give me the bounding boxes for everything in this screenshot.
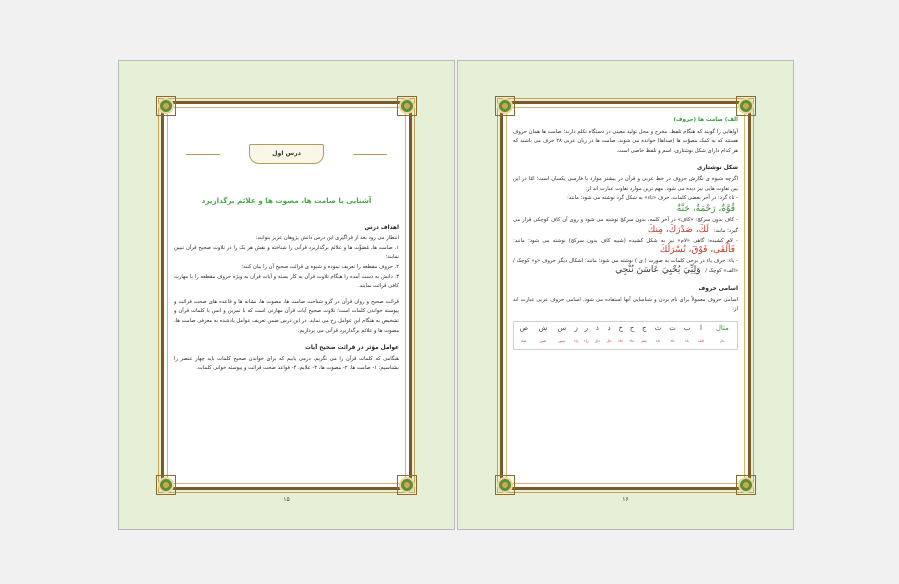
ornament-corner-icon [156,475,176,495]
objectives-intro: انتظار می رود بعد از فراگیری این درس دانش پژوهان عزیز بتوانند: [255,235,399,242]
lam-rule: - لام کشیده: گاهی «لام» نیز به شکل کشیده (شبیه کاف بدون سرکج) نوشته می شود؛ مانند: فَأَلْقَى، فَوْقَ، نُسْرَلَكَ [513,237,738,256]
writing-heading: شکل نوشتاری [697,165,738,172]
ta-rule: - تاء گرد: در آخر بعضی کلمات، حرف «تاء» به شکل گرد نوشته می شود؛ مانند: [567,195,738,202]
letter-cell: ش [538,323,547,332]
letter-cell: مثال [715,323,729,332]
ornamental-frame [500,101,751,490]
objective-item: ۳. دانش به دست آمده را هنگام تلاوت قرآن به کار بسته و آیات قرآن به ویژه حروف مقطعه را با مهارت کافی قرائت نمایند. [174,273,399,290]
factors-paragraph: هنگامی که کلمات قرآن را می نگریم، درمی یابیم که برای خواندن صحیح کلمات باید چهار عنصر را بشناسیم: ۱- صامت ها، ۲- مصوت ها، ۳- علایم، ۴- قواعد صحت قرائت و پیوسته خوانی کلمات. [174,355,399,372]
letter-name-cell: باء [685,339,689,344]
ornamental-frame [161,101,412,490]
ya-examples: وَلِيِّيَ يُحْيِيَ عَاسَنَ نُنْجِي [615,265,701,276]
letter-name-cell: نام [720,339,725,344]
objective-item: ۲. حروف مقطعه را تعریف نموده و شیوه ی قرائت صحیح آن را بیان کنند؛ [241,263,399,270]
right-page-content [513,116,738,475]
names-paragraph: اسامی حروف معمولاً برای نام بردن و شناسایی آنها استفاده می شود. اسامی حروف عربی عبارت اند از: [513,296,738,313]
letter-cell: ت [669,323,676,332]
ornament-corner-icon [495,475,515,495]
kaf-examples: لَكَ، صَدْرَكَ، مِنكَ [647,224,709,235]
letter-cell: ب [683,323,691,332]
right-page [457,60,794,530]
left-page-content [174,116,399,475]
letter-cell: خ [618,323,623,332]
writing-paragraph: اگرچه شیوه ی نگارش حروف در خط عربی و قرآن در بیشتر موارد با فارسی یکسان است؛ امّا در این بین تفاوت هایی نیز دیده می شود. مهم ترین موارد تفاوت عبارت اند از: [513,175,738,192]
ya-rule: - یاء: حرف یاء در برخی کلمات به صورت ( ى ) نوشته می شود؛ مانند: اشکال دیگر حروف «و» کوچک / «الف» کوچک / وَلِيِّيَ يُحْيِيَ عَاسَنَ نُنْجِي [513,257,738,276]
ta-examples: قُوَّةٌ، رَحْمَةٌ، جَنَّةٌ [676,203,735,214]
letter-name-cell: خاء [618,339,624,344]
letter-cell: ز [574,323,578,332]
main-heading: آشنایی با صامت ها، مصوت ها و علائم برگذاریرد [201,196,372,205]
section-paragraph: آواهایی را گویند که هنگام تلفظ، مخرج و محل تولید معینی در دستگاه تکلم دارند؛ صامت ها همان حروف هستند که به کمک مصوّت ها (صداها) خوانده می شوند. صامت ها در زبان عربی ۲۸ حرف می باشند که هر کدام دارای شکل نوشتاری، اسم و تلفظ خاصی است. [513,128,738,154]
letters-table [513,321,738,350]
section-heading: الف) صامت ها (حروف) [673,117,738,123]
factors-heading: عوامل مؤثر در قرائت صحیح آیات [305,345,399,352]
left-page [118,60,455,530]
letter-cell: د [607,323,611,332]
ornament-corner-icon [397,475,417,495]
letter-cell: ذ [595,323,599,332]
letter-name-cell: شین [539,339,547,344]
letter-name-cell: سین [558,339,566,344]
letter-name-cell: الف [698,339,704,344]
letter-cell: ج [641,323,647,332]
objective-item: ۱. صامت ها، مُصَوِّت ها و علائم برگذاریرد قرآنی را شناخته و نقش هر یک را در تلاوت صحیح قرآن تبیین نمایند؛ [174,244,399,261]
letter-cell: ص [519,323,528,332]
ornament-corner-icon [156,96,176,116]
page-number: ۱۵ [283,496,290,503]
lesson-title-banner [174,144,399,166]
letter-name-cell: صاد [520,339,527,344]
letter-cell: ث [654,323,662,332]
letter-cell: ر [584,323,588,332]
lam-examples: فَأَلْقَى، فَوْقَ، نُسْرَلَكَ [659,245,735,256]
letter-cell: ح [629,323,635,332]
names-heading: اسامی حروف [698,285,738,292]
ornament-corner-icon [495,96,515,116]
letter-name-cell: ثاء [656,339,660,344]
letter-name-cell: زاء [573,339,579,344]
letter-name-cell: ذال [594,339,600,344]
letter-names-row [514,335,738,349]
ornament-corner-icon [736,475,756,495]
ta-examples-line [513,205,738,216]
letter-cell: س [557,323,566,332]
letter-name-cell: دال [606,339,612,344]
objectives-heading: اهداف درس [364,224,399,231]
kaf-rule: - کاف بدون سرکج: «کاف» در آخر کلمه، بدون سرکج نوشته می شود و روی آن کاف کوچکی قرار می گیرد؛ مانند: لَكَ، صَدْرَكَ، مِنكَ [513,217,738,235]
ornament-corner-icon [397,96,417,116]
page-number: ۱۶ [622,496,629,503]
ornament-corner-icon [736,96,756,116]
letter-name-cell: حاء [629,339,635,344]
intro-paragraph: قرائت صحیح و روان قرآن در گرو شناخت صامت ها، مصوت ها، نشانه ها و قاعده های صحت قرائت و پیوسته خواندن کلمات است؛ تلاوت صحیح آیات قرآن مهارتی است که با تمرین و انس با کلمات قرآن و تشخیص به هنگام این عوامل رخ می نماید. در این درس ضمن تعریف عوامل یادشده به معرفی صامت ها، مصوت ها و علائم برگذاریرد قرآنی می پردازیم. [174,298,399,334]
letters-row [514,321,738,335]
letter-name-cell: راء [584,339,589,344]
letter-name-cell: تاء [670,339,675,344]
letter-cell: ا [699,323,702,332]
letter-name-cell: جیم [641,339,648,344]
lesson-title: درس اول [249,144,324,164]
